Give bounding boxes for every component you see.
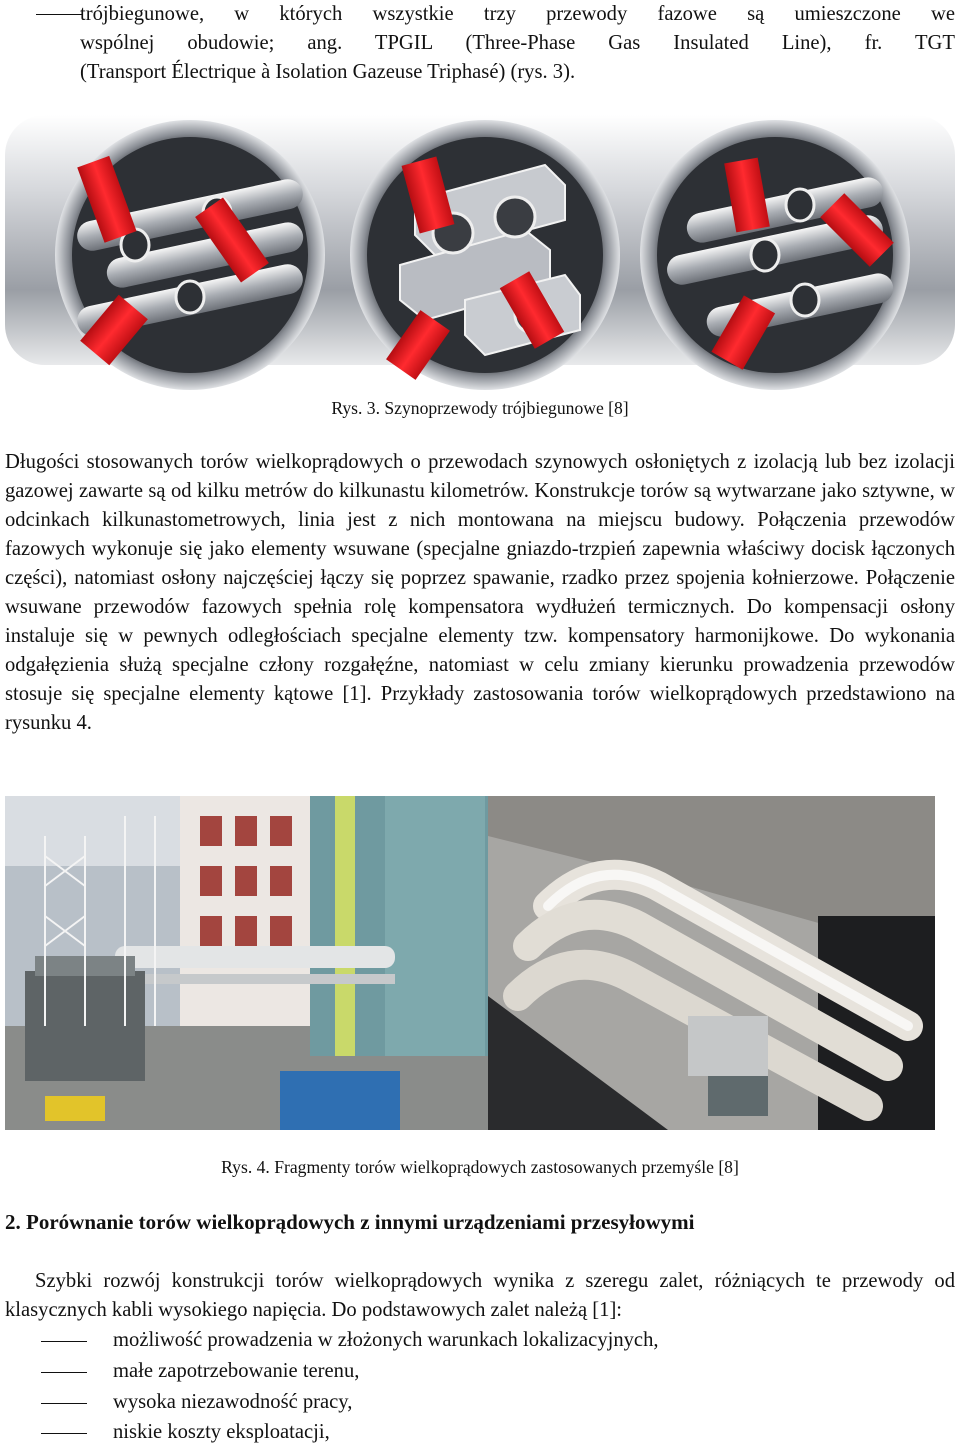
list-item [5,1326,955,1355]
list-item [5,1357,955,1386]
substation-photo [5,796,488,1130]
list-dash [41,1433,87,1434]
list-item-text: małe zapotrzebowanie terenu, [113,1360,360,1382]
list-dash [5,0,75,29]
section-2-paragraph [5,1267,955,1325]
figure-3-image [5,105,955,395]
list-item-text: niskie koszty eksploatacji, [113,1421,330,1443]
figure-3-caption: Rys. 3. Szynoprzewody trójbiegunowe [8] [331,398,629,418]
rooftop-busduct-photo [488,796,935,1130]
list-item-text: możliwość prowadzenia w złożonych warunkach lokalizacyjnych, [113,1329,659,1351]
list-item-text: wysoka niezawodność pracy, [113,1391,353,1413]
section-2-paragraph-text: Szybki rozwój konstrukcji torów wielkoprądowych wynika z szeregu zalet, różniących te przewody od klasycznych kabli wysokiego napięcia. Do podstawowych zalet należą [1]: [5,1270,955,1321]
cross-section-3 [640,120,910,390]
paragraph-1: Długości stosowanych torów wielkoprądowych o przewodach szynowych osłoniętych z izolacją lub bez izolacji gazowej zawarte są od kilku metrów do kilkunastu kilometrów. Konstrukcje torów są wytwarzane jako sztywne, w odcinkach kilkunastometrowych, linia jest z nich montowana na miejscu budowy. Połączenia przewodów fazowych wykonuje się jako elementy wsuwane (specjalne gniazdo-trzpień zapewnia właściwy docisk łączonych części), natomiast osłony najczęściej łączy się poprzez spawanie, rzadko przez spojenia kołnierzowe. Połączenie wsuwane przewodów fazowych spełnia rolę kompensatora wydłużeń termicznych. Do kompensacji osłony instaluje się w pewnych odległościach specjalne elementy tzw. kompensatory harmonijkowe. Do wykonania odgałęzienia służą specjalne człony rozgałęźne, natomiast w celu zmiany kierunku prowadzenia przewodów stosuje się specjalne elementy kątowe [1]. Przykłady zastosowania torów wielkoprądowych przedstawiono na rysunku 4. [5,451,955,734]
list-item-line1: trójbiegunowe, w których wszystkie trzy przewody fazowe są umieszczone we [80,3,955,25]
list-item [5,1418,955,1447]
section-heading: 2. Porównanie torów wielkoprądowych z innymi urządzeniami przesyłowymi [5,1210,695,1234]
gil-cross-sections-illustration [5,105,955,395]
list-dash [41,1372,87,1373]
list-item-line3: (Transport Électrique à Isolation Gazeuse Triphasé) (rys. 3). [80,61,576,83]
list-item [5,1388,955,1417]
cross-section-2 [350,120,620,390]
cross-section-1 [55,120,325,390]
figure-4-caption: Rys. 4. Fragmenty torów wielkoprądowych zastosowanych przemyśle [8] [221,1157,739,1177]
list-dash [41,1403,87,1404]
list-item-line2: wspólnej obudowie; ang. TPGIL (Three-Phase Gas Insulated Line), fr. TGT [80,32,955,54]
figure-4-photo-right [488,796,935,1130]
figure-4-photo-left [5,796,488,1130]
list-dash [41,1341,87,1342]
